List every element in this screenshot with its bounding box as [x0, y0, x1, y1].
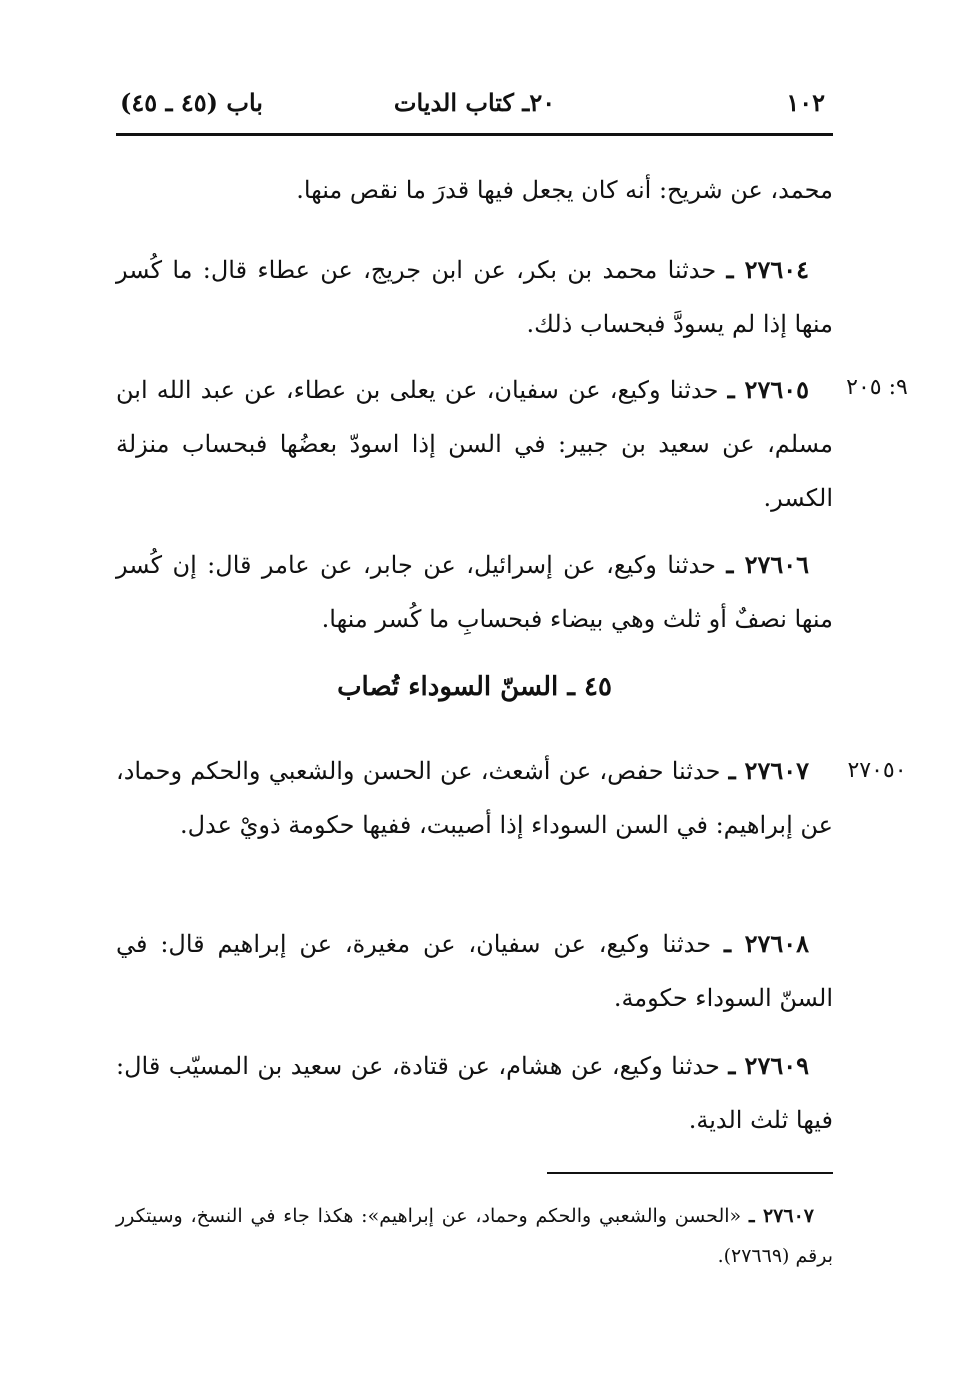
hadith-text: حدثنا وكيع، عن سفيان، عن يعلى بن عطاء، عن عبد الله ابن مسلم، عن سعيد بن جبير: في السن إذا اسودّ بعضُها فبحساب منزلة الكسر.	[116, 376, 833, 512]
chapter-range: باب (٤٥ ـ ٤٥)	[120, 88, 263, 117]
section-title: ٤٥ ـ السنّ السوداء تُصاب	[337, 672, 612, 702]
paragraph-text: محمد، عن شريح: أنه كان يجعل فيها قدرَ ما نقص منها.	[296, 176, 833, 204]
hadith-text: حدثنا حفص، عن أشعث، عن الحسن والشعبي والحكم وحماد، عن إبراهيم: في السن السوداء إذا أصيبت، ففيها حكومة ذويْ عدل.	[116, 757, 833, 839]
page-number: ١٠٢	[786, 88, 825, 117]
margin-reference: ٢٧٠٥٠	[847, 758, 907, 783]
footnote-number: ٢٧٦٠٧ ـ	[748, 1205, 814, 1227]
footnote	[116, 1196, 833, 1276]
header-rule	[116, 133, 833, 136]
footnote-text: «الحسن والشعبي والحكم وحماد، عن إبراهيم»: هكذا جاء في النسخ، وسيتكرر برقم (٢٧٦٦٩).	[116, 1205, 833, 1267]
book-title: ٢٠ـ كتاب الديات	[393, 88, 556, 117]
hadith-number: ٢٧٦٠٦ ـ	[726, 550, 810, 579]
hadith-27607	[116, 744, 833, 852]
hadith-text: حدثنا وكيع، عن سفيان، عن مغيرة، عن إبراهيم قال: في السنّ السوداء حكومة.	[116, 930, 833, 1012]
hadith-number: ٢٧٦٠٤ ـ	[726, 255, 810, 284]
footnote-rule	[547, 1172, 833, 1174]
hadith-27608	[116, 917, 833, 1025]
hadith-27609	[116, 1039, 833, 1147]
hadith-number: ٢٧٦٠٨ ـ	[723, 929, 810, 958]
hadith-27604	[116, 243, 833, 351]
hadith-number: ٢٧٦٠٥ ـ	[727, 375, 809, 404]
hadith-27605	[116, 363, 833, 525]
margin-reference: ٩: ٢٠٥	[846, 375, 908, 400]
running-header	[116, 88, 833, 128]
paragraph-continuation	[116, 163, 833, 217]
hadith-27606	[116, 538, 833, 646]
hadith-text: حدثنا وكيع، عن إسرائيل، عن جابر، عن عامر قال: إن كُسر منها نصفٌ أو ثلث وهي بيضاء فبحسابِ ما كُسر منها.	[116, 551, 833, 633]
hadith-text: حدثنا وكيع، عن هشام، عن قتادة، عن سعيد بن المسيّب قال: فيها ثلث الدية.	[116, 1052, 833, 1134]
hadith-number: ٢٧٦٠٩ ـ	[728, 1051, 809, 1080]
hadith-text: حدثنا محمد بن بكر، عن ابن جريج، عن عطاء قال: ما كُسر منها إذا لم يسودَّ فبحساب ذلك.	[116, 256, 833, 338]
hadith-number: ٢٧٦٠٧ ـ	[728, 756, 809, 785]
